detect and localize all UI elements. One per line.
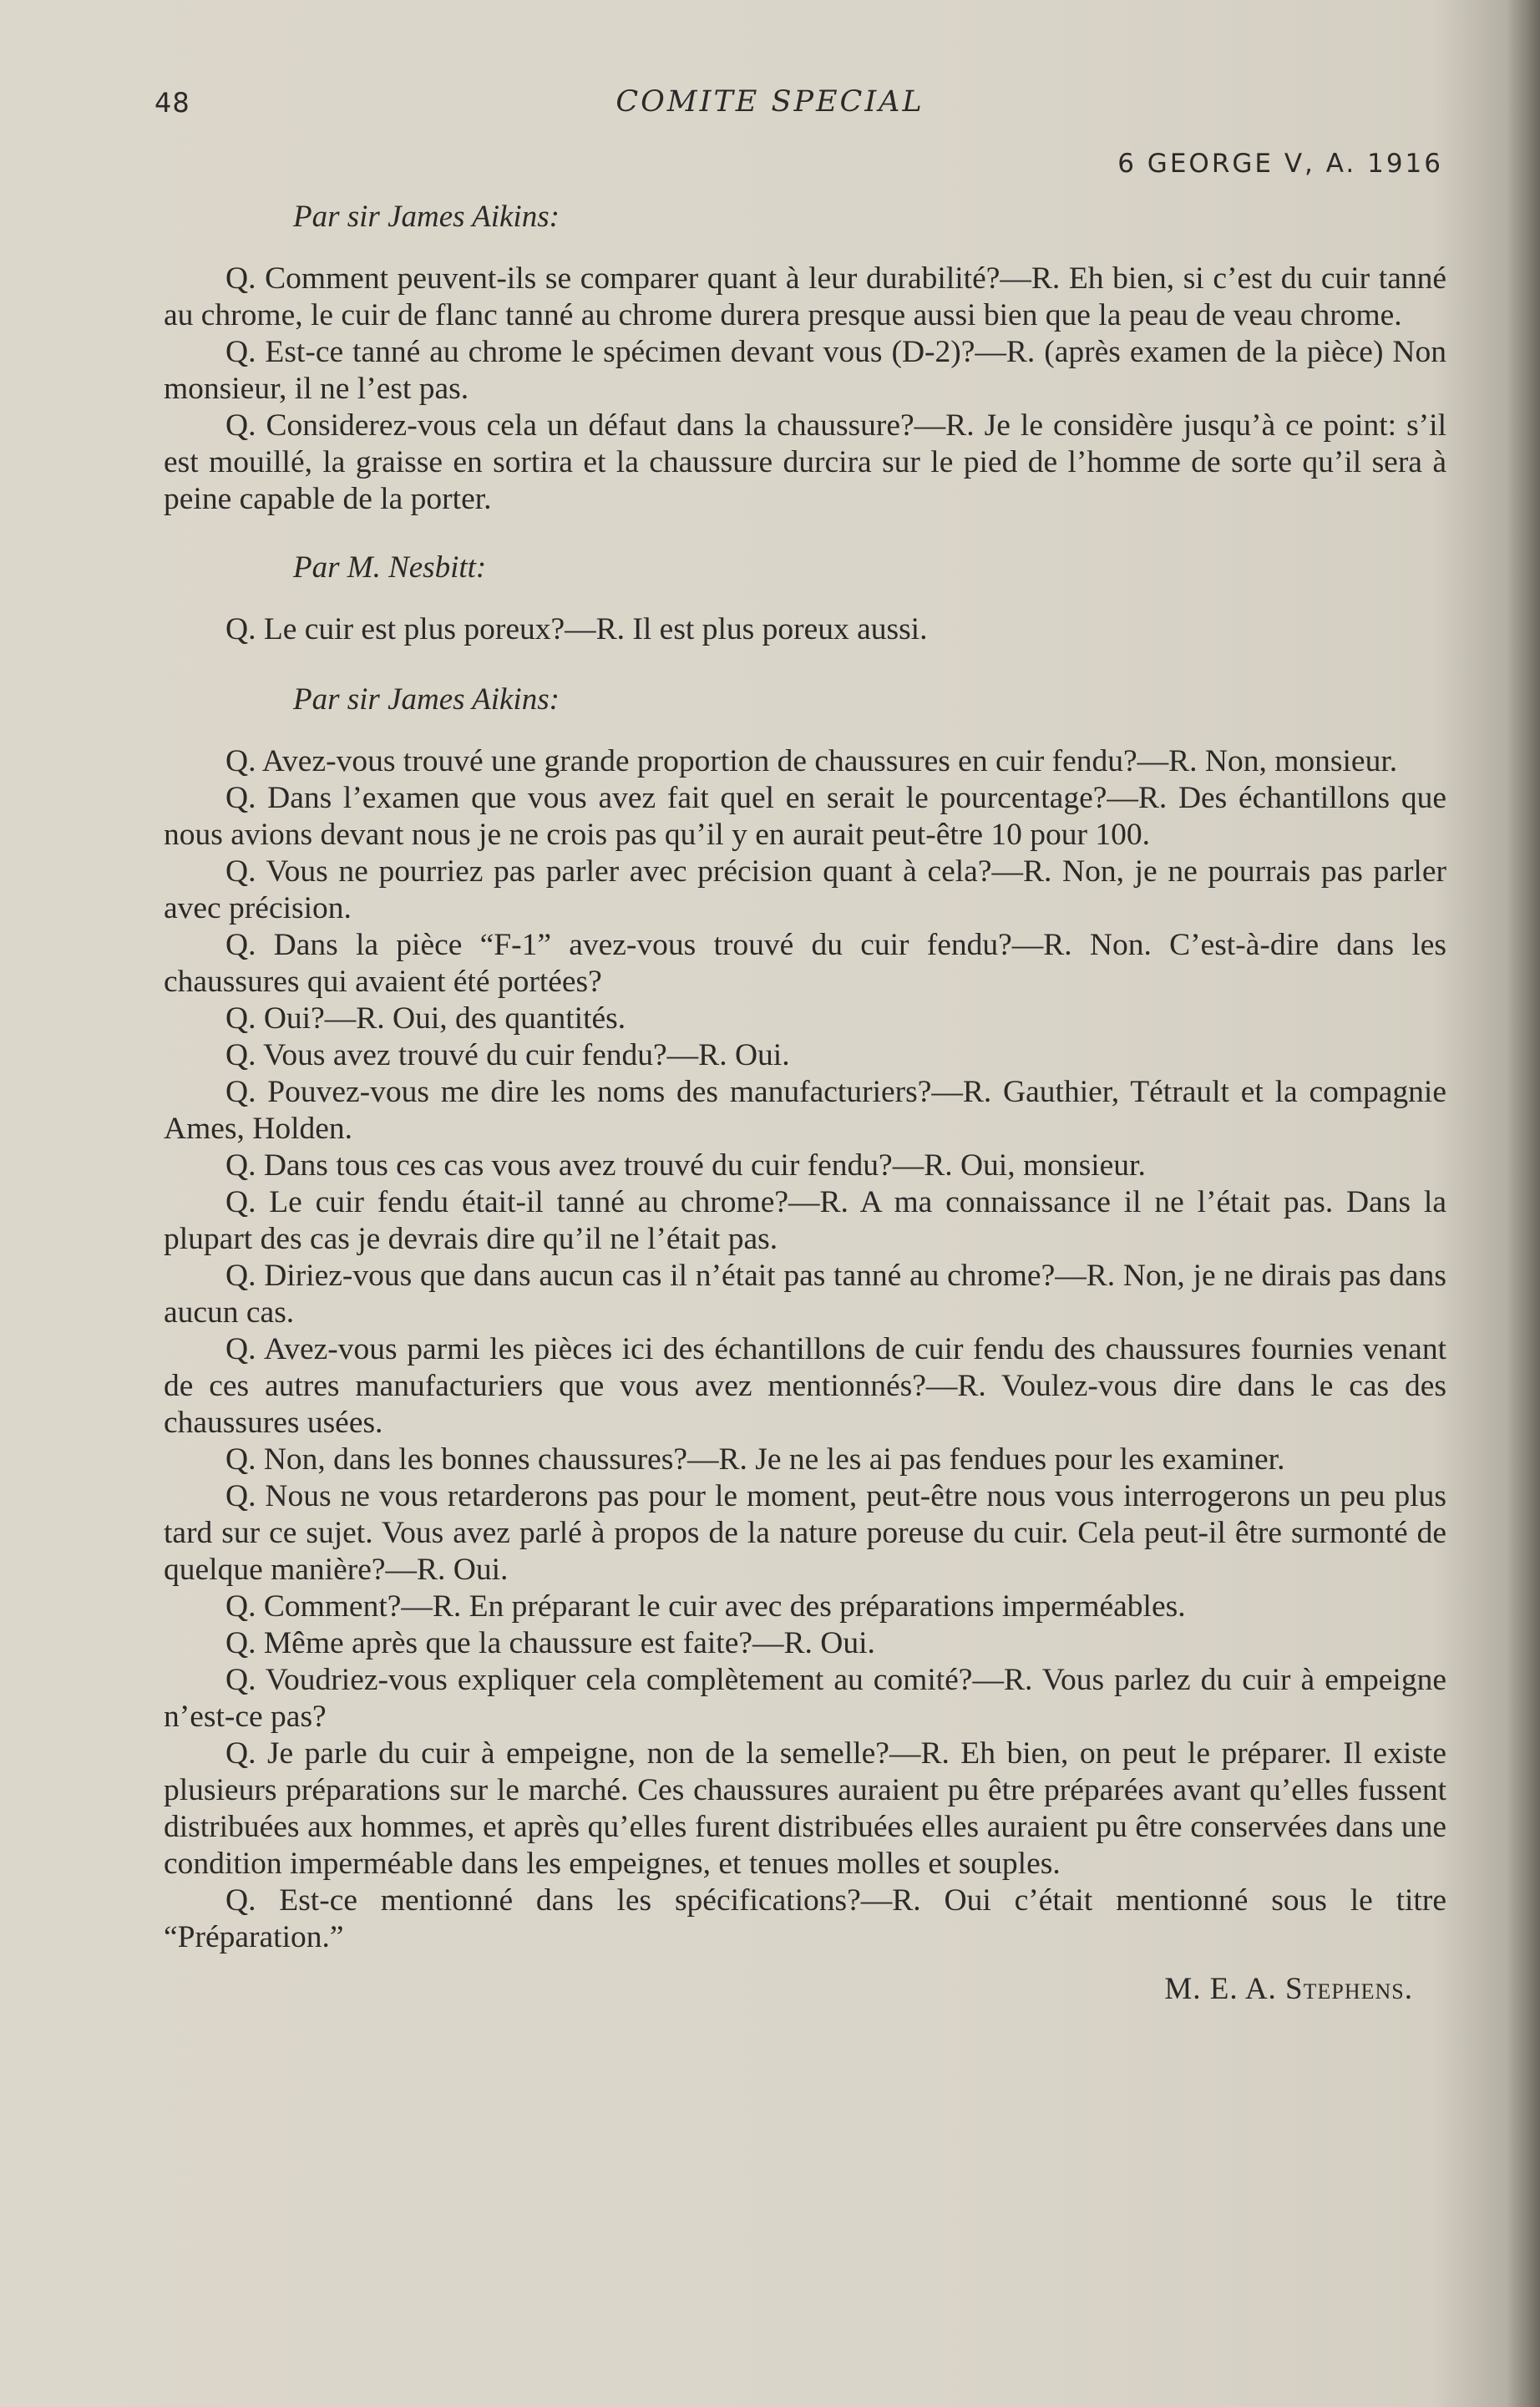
page-edge-shadow bbox=[1507, 0, 1540, 2407]
running-title: COMITE SPECIAL bbox=[615, 85, 925, 119]
qa-paragraph: Q. Dans tous ces cas vous avez trouvé du cuir fendu?—R. Oui, monsieur. bbox=[225, 1148, 1146, 1183]
qa-paragraph: Q. Non, dans les bonnes chaussures?—R. Je ne les ai pas fendues pour les examiner. bbox=[225, 1442, 1285, 1477]
qa-paragraph: Q. Dans la pièce “F-1” avez-vous trouvé du cuir fendu?—R. Non. C’est-à-dire dans les chaussures qui avaient été portées? bbox=[164, 928, 1446, 999]
qa-paragraph: Q. Diriez-vous que dans aucun cas il n’était pas tanné au chrome?—R. Non, je ne dirais pas dans aucun cas. bbox=[164, 1259, 1446, 1330]
qa-paragraph: Q. Comment peuvent-ils se comparer quant à leur durabilité?—R. Eh bien, si c’est du cuir tanné au chrome, le cuir de flanc tanné au chrome durera presque aussi bien que la peau de veau chrome. bbox=[164, 261, 1446, 332]
qa-paragraph: Q. Est-ce mentionné dans les spécifications?—R. Oui c’était mentionné sous le titre “Préparation.” bbox=[164, 1883, 1446, 1954]
session-label: 6 GEORGE V, A. 1916 bbox=[1117, 149, 1443, 179]
qa-paragraph: Q. Voudriez-vous expliquer cela complètement au comité?—R. Vous parlez du cuir à empeigne n’est-ce pas? bbox=[164, 1663, 1446, 1734]
qa-paragraph: Q. Le cuir fendu était-il tanné au chrome?—R. A ma connaissance il ne l’était pas. Dans la plupart des cas je devrais dire qu’il ne l’était pas. bbox=[164, 1185, 1446, 1256]
qa-paragraph: Q. Le cuir est plus poreux?—R. Il est plus poreux aussi. bbox=[225, 612, 928, 646]
qa-paragraph: Q. Comment?—R. En préparant le cuir avec des préparations imperméables. bbox=[225, 1589, 1186, 1624]
qa-paragraph: Q. Pouvez-vous me dire les noms des manufacturiers?—R. Gauthier, Tétrault et la compagnie Ames, Holden. bbox=[164, 1075, 1446, 1146]
qa-paragraph: Q. Vous ne pourriez pas parler avec précision quant à cela?—R. Non, je ne pourrais pas parler avec précision. bbox=[164, 854, 1446, 925]
speaker-heading: Par M. Nesbitt: bbox=[293, 550, 487, 585]
signature-initials: M. E. A. bbox=[1164, 1972, 1277, 2006]
qa-paragraph: Q. Je parle du cuir à empeigne, non de la semelle?—R. Eh bien, on peut le préparer. Il existe plusieurs préparations sur le marché. Ces chaussures auraient pu être préparées avant qu’elles fussent distribuées aux hommes, et après qu’elles furent distribuées elles auraient pu être conservées dans une condition imperméable dans les empeignes, et tenues molles et souples. bbox=[164, 1736, 1446, 1881]
qa-paragraph: Q. Avez-vous parmi les pièces ici des échantillons de cuir fendu des chaussures fournies venant de ces autres manufacturiers que vous avez mentionnés?—R. Voulez-vous dire dans le cas des chaussures usées. bbox=[164, 1332, 1446, 1440]
qa-paragraph: Q. Vous avez trouvé du cuir fendu?—R. Oui. bbox=[225, 1038, 790, 1072]
speaker-heading: Par sir James Aikins: bbox=[293, 682, 560, 717]
qa-paragraph: Q. Est-ce tanné au chrome le spécimen devant vous (D-2)?—R. (après examen de la pièce) Non monsieur, il ne l’est pas. bbox=[164, 335, 1446, 406]
qa-paragraph: Q. Dans l’examen que vous avez fait quel en serait le pourcentage?—R. Des échantillons que nous avions devant nous je ne crois pas qu’il y en aurait peut-être 10 pour 100. bbox=[164, 781, 1446, 852]
speaker-heading: Par sir James Aikins: bbox=[293, 200, 560, 234]
signature bbox=[164, 1971, 1446, 2008]
qa-paragraph: Q. Nous ne vous retarderons pas pour le moment, peut-être nous vous interrogerons un peu plus tard sur ce sujet. Vous avez parlé à propos de la nature poreuse du cuir. Cela peut-il être surmonté de quelque manière?—R. Oui. bbox=[164, 1479, 1446, 1587]
qa-paragraph: Q. Avez-vous trouvé une grande proportion de chaussures en cuir fendu?—R. Non, monsieur. bbox=[225, 744, 1398, 778]
page-number: 48 bbox=[155, 87, 190, 119]
qa-paragraph: Q. Considerez-vous cela un défaut dans la chaussure?—R. Je le considère jusqu’à ce point: s’il est mouillé, la graisse en sortira et la chaussure durcira sur le pied de l’homme de sorte qu’il sera à peine capable de la porter. bbox=[164, 408, 1446, 516]
qa-paragraph: Q. Même après que la chaussure est faite?—R. Oui. bbox=[225, 1626, 875, 1660]
qa-paragraph: Q. Oui?—R. Oui, des quantités. bbox=[225, 1001, 626, 1036]
signature-surname: Stephens. bbox=[1285, 1972, 1413, 2006]
transcript-body bbox=[164, 199, 1446, 2008]
